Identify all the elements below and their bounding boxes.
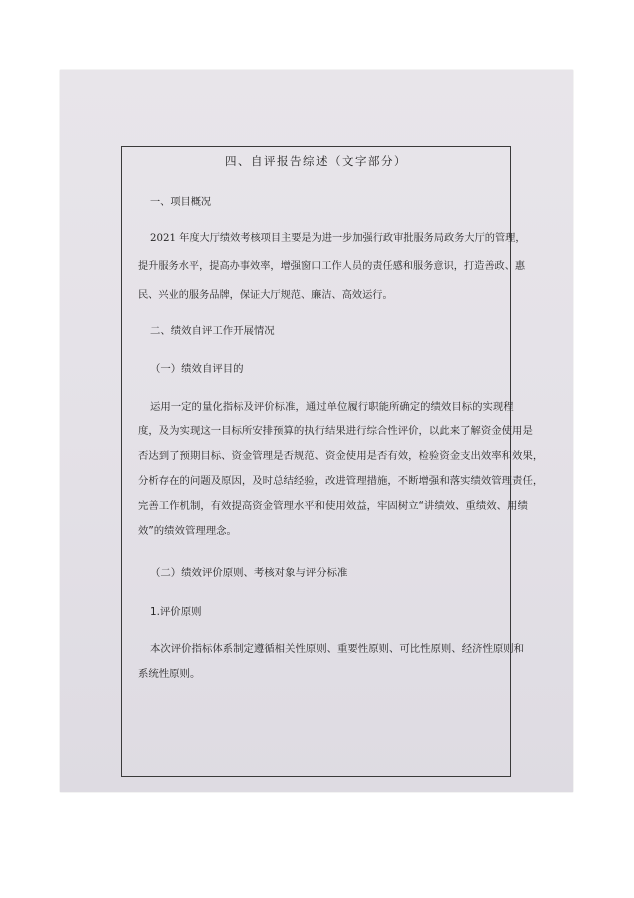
- report-frame: [121, 146, 544, 777]
- paragraph-line: 系统性原则。: [138, 668, 201, 680]
- section-1-heading: 一、项目概况: [150, 197, 212, 208]
- paragraph-line: 完善工作机制，有效提高资金管理水平和使用效益，牢固树立“讲绩效、重绩效、用绩: [138, 500, 528, 512]
- paragraph-line: 提升服务水平，提高办事效率，增强窗口工作人员的责任感和服务意识，打造善政、惠: [138, 261, 526, 272]
- subsection-1-heading: （一）绩效自评目的: [150, 363, 244, 375]
- paper-sheet: [60, 70, 573, 792]
- paragraph-line: 效”的绩效管理理念。: [138, 525, 237, 537]
- paragraph-line: 民、兴业的服务品牌，保证大厅规范、廉洁、高效运行。: [138, 290, 393, 301]
- paragraph-line: 分析存在的问题及原因，及时总结经验，改进管理措施，不断增强和落实绩效管理责任，: [138, 475, 544, 487]
- paragraph-line: 运用一定的量化指标及评价标准，通过单位履行职能所确定的绩效目标的实现程: [150, 401, 514, 413]
- section-2-heading: 二、绩效自评工作开展情况: [150, 325, 275, 337]
- paragraph-line: 否达到了预期目标、资金管理是否规范、资金使用是否有效，检验资金支出效率和效果，: [138, 450, 544, 462]
- paragraph-line: 2021 年度大厅绩效考核项目主要是为进一步加强行政审批服务局政务大厅的管理，: [150, 233, 526, 244]
- paragraph-line: 本次评价指标体系制定遵循相关性原则、重要性原则、可比性原则、经济性原则和: [150, 643, 525, 655]
- item-1-heading: 1.评价原则: [150, 606, 202, 618]
- subsection-2-heading: （二）绩效评价原则、考核对象与评分标准: [150, 567, 348, 579]
- document-title: 四、自评报告综述（文字部分）: [225, 154, 407, 168]
- paragraph-line: 度，及为实现这一目标所安排预算的执行结果进行综合性评价，以此来了解资金使用是: [138, 425, 533, 437]
